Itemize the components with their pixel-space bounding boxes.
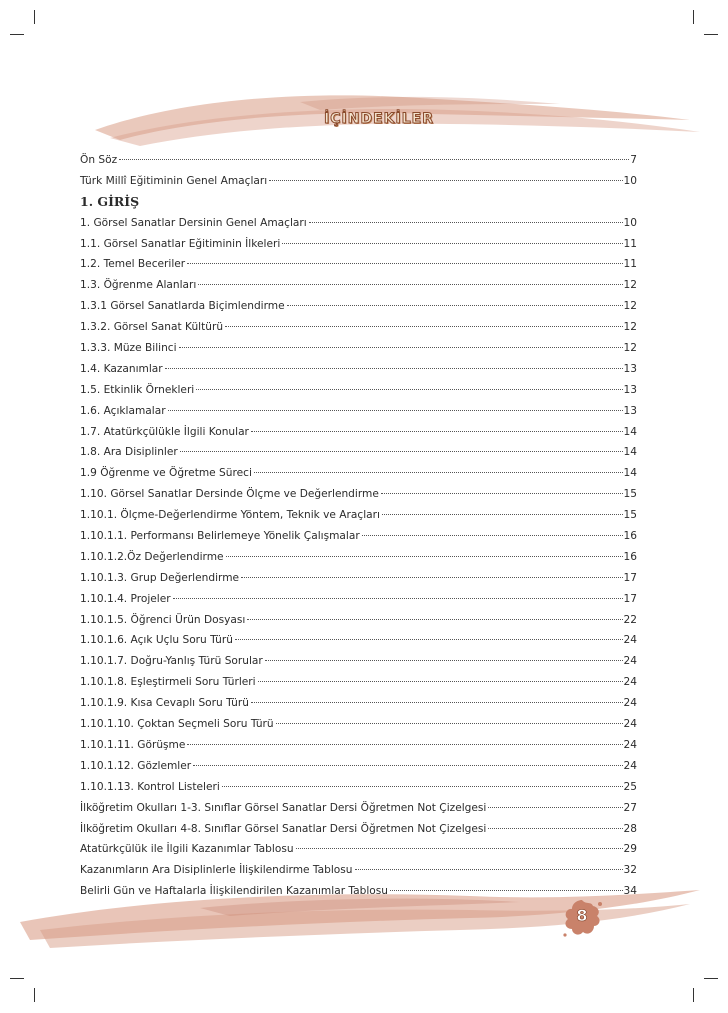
dot-leader: [222, 786, 623, 787]
toc-entry-page: 24: [623, 655, 637, 668]
dot-leader: [287, 305, 623, 306]
toc-entry-title: 1.10.1.5. Öğrenci Ürün Dosyası: [80, 613, 246, 626]
toc-entry-title: 1.10.1.11. Görüşme: [80, 738, 186, 751]
toc-entry-title: 1.3.2. Görsel Sanat Kültürü: [80, 321, 224, 334]
toc-entry-title: 1.9 Öğrenme ve Öğretme Süreci: [80, 467, 252, 480]
crop-mark: [693, 988, 694, 1002]
toc-entry-title: 1.10.1.13. Kontrol Listeleri: [80, 780, 220, 793]
dot-leader: [309, 222, 623, 223]
toc-entry-title: 1.10.1.10. Çoktan Seçmeli Soru Türü: [80, 718, 274, 731]
toc-entry-page: 24: [623, 738, 637, 751]
toc-entry: [80, 484, 637, 505]
dot-leader: [235, 639, 623, 640]
toc-entry-title: 1.3. Öğrenme Alanları: [80, 279, 197, 292]
toc-entry-title: 1.5. Etkinlik Örnekleri: [80, 383, 195, 396]
toc-entry: [80, 735, 637, 756]
toc-entry-page: 34: [623, 885, 637, 898]
toc-entry-title: Kazanımların Ara Disiplinlerle İlişkilendirme Tablosu: [80, 864, 353, 877]
dot-leader: [179, 347, 623, 348]
toc-entry: [80, 359, 637, 380]
toc-entry-page: 15: [623, 488, 637, 501]
title-text: İÇİNDEKİLER: [324, 111, 434, 127]
toc-entry: [80, 839, 637, 860]
toc-entry-title: İlköğretim Okulları 4-8. Sınıflar Görsel Sanatlar Dersi Öğretmen Not Çizelgesi: [80, 822, 487, 835]
toc-entry: [80, 401, 637, 422]
toc-entry-page: 10: [623, 174, 637, 187]
toc-entry-title: 1.8. Ara Disiplinler: [80, 446, 178, 459]
dot-leader: [198, 284, 622, 285]
page-number-badge: [560, 896, 604, 940]
toc-entry: [80, 777, 637, 798]
toc-entry-title: Türk Millî Eğitiminin Genel Amaçları: [80, 174, 268, 187]
toc-entry-page: 12: [623, 321, 637, 334]
toc-entry-title: Atatürkçülük ile İlgili Kazanımlar Tablosu: [80, 843, 294, 856]
dot-leader: [282, 243, 622, 244]
toc-entry: [80, 505, 637, 526]
dot-leader: [254, 472, 623, 473]
toc-entry-title: 1.2. Temel Beceriler: [80, 258, 186, 271]
dot-leader: [168, 410, 623, 411]
toc-pre-entries: [80, 150, 637, 192]
dot-leader: [381, 493, 623, 494]
toc-entry-page: 7: [630, 154, 637, 166]
toc-entry: [80, 213, 637, 234]
toc-entry: [80, 150, 637, 171]
toc-entry-title: 1.10.1.9. Kısa Cevaplı Soru Türü: [80, 697, 249, 710]
toc-entry-page: 14: [623, 425, 637, 438]
toc-entry-page: 17: [623, 592, 637, 605]
toc-entry-title: 1.10.1.4. Projeler: [80, 592, 171, 605]
toc-entry-page: 24: [623, 718, 637, 731]
toc-entry-title: Belirli Gün ve Haftalarla İlişkilendirilen Kazanımlar Tablosu: [80, 885, 389, 898]
toc-entry: [80, 275, 637, 296]
crop-mark: [10, 978, 24, 979]
toc-entry-title: 1.10.1. Ölçme-Değerlendirme Yöntem, Teknik ve Araçları: [80, 509, 380, 522]
toc-entry-title: 1.10.1.12. Gözlemler: [80, 759, 192, 772]
toc-entry-page: 15: [623, 509, 637, 522]
toc-entry-page: 12: [623, 300, 637, 313]
toc-entry-title: 1.10.1.8. Eşleştirmeli Soru Türleri: [80, 676, 256, 689]
crop-mark: [704, 978, 718, 979]
toc-entry-title: 1.10.1.6. Açık Uçlu Soru Türü: [80, 634, 233, 647]
toc-entry: [80, 651, 637, 672]
toc-entries: [80, 213, 637, 902]
dot-leader: [296, 848, 623, 849]
toc-entry: [80, 568, 637, 589]
dot-leader: [196, 389, 622, 390]
toc-entry-page: 24: [623, 759, 637, 772]
dot-leader: [265, 660, 623, 661]
toc-entry-title: Ön Söz: [80, 154, 118, 166]
dot-leader: [382, 514, 623, 515]
toc-entry-title: 1.10. Görsel Sanatlar Dersinde Ölçme ve Değerlendirme: [80, 488, 379, 501]
toc-entry-page: 10: [623, 216, 637, 229]
dot-leader: [362, 535, 623, 536]
toc-entry-title: 1.4. Kazanımlar: [80, 362, 163, 375]
toc-entry-page: 16: [623, 530, 637, 543]
toc-entry: [80, 610, 637, 631]
crop-mark: [693, 10, 694, 24]
toc-entry-title: 1.6. Açıklamalar: [80, 404, 166, 417]
dot-leader: [241, 577, 622, 578]
toc-entry: [80, 254, 637, 275]
toc-entry-page: 11: [623, 237, 637, 250]
dot-leader: [269, 180, 622, 181]
toc-entry-title: 1.7. Atatürkçülükle İlgili Konular: [80, 425, 249, 438]
toc-entry-page: 12: [623, 342, 637, 355]
dot-leader: [251, 431, 623, 432]
toc-entry: [80, 630, 637, 651]
crop-mark: [34, 10, 35, 24]
toc-entry: [80, 547, 637, 568]
bottom-brush-decoration: [0, 860, 728, 970]
dot-leader: [119, 159, 629, 160]
toc-entry-title: 1. Görsel Sanatlar Dersinin Genel Amaçları: [80, 216, 307, 229]
toc-entry-title: 1.10.1.7. Doğru-Yanlış Türü Sorular: [80, 655, 263, 668]
toc-entry-page: 13: [623, 362, 637, 375]
toc-entry-page: 25: [623, 780, 637, 793]
toc-entry: [80, 317, 637, 338]
toc-entry: [80, 380, 637, 401]
toc-entry-page: 13: [623, 404, 637, 417]
dot-leader: [247, 619, 622, 620]
toc-entry-page: 24: [623, 634, 637, 647]
dot-leader: [187, 263, 622, 264]
toc-entry: [80, 798, 637, 819]
toc-entry-page: 16: [623, 550, 637, 563]
toc-entry-page: 32: [623, 864, 637, 877]
toc-entry-page: 13: [623, 383, 637, 396]
toc-entry-title: 1.1. Görsel Sanatlar Eğitiminin İlkeleri: [80, 237, 281, 250]
toc-entry-page: 28: [623, 822, 637, 835]
toc-entry: [80, 693, 637, 714]
toc-entry: [80, 714, 637, 735]
toc-entry: [80, 756, 637, 777]
dot-leader: [226, 556, 623, 557]
toc-entry: [80, 171, 637, 192]
toc-entry: [80, 463, 637, 484]
toc-entry: [80, 442, 637, 463]
crop-mark: [10, 34, 24, 35]
dot-leader: [488, 828, 622, 829]
dot-leader: [193, 765, 622, 766]
toc-entry-page: 12: [623, 279, 637, 292]
toc-entry: [80, 338, 637, 359]
toc-entry: [80, 234, 637, 255]
dot-leader: [276, 723, 623, 724]
toc-entry: [80, 819, 637, 840]
crop-mark: [704, 34, 718, 35]
toc-entry: [80, 672, 637, 693]
toc-entry-title: 1.3.1 Görsel Sanatlarda Biçimlendirme: [80, 300, 285, 313]
toc-entry-page: 14: [623, 467, 637, 480]
page-title: [0, 108, 728, 127]
toc-entry: [80, 296, 637, 317]
dot-leader: [165, 368, 623, 369]
toc-entry-page: 24: [623, 676, 637, 689]
dot-leader: [180, 451, 623, 452]
toc-entry: [80, 422, 637, 443]
toc-entry-page: 17: [623, 571, 637, 584]
toc-entry-title: 1.3.3. Müze Bilinci: [80, 342, 177, 355]
section-heading: 1. GİRİŞ: [80, 193, 140, 209]
toc-entry-title: 1.10.1.3. Grup Değerlendirme: [80, 571, 240, 584]
toc-entry-page: 11: [623, 258, 637, 271]
toc-entry-page: 27: [623, 801, 637, 814]
toc-entry-title: 1.10.1.2.Öz Değerlendirme: [80, 550, 224, 563]
toc-entry: [80, 589, 637, 610]
toc-entry-page: 24: [623, 697, 637, 710]
toc-entry-page: 14: [623, 446, 637, 459]
toc-entry-page: 29: [623, 843, 637, 856]
dot-leader: [187, 744, 622, 745]
dot-leader: [251, 702, 623, 703]
dot-leader: [488, 807, 622, 808]
page-number: 8: [576, 906, 588, 925]
crop-mark: [34, 988, 35, 1002]
toc-entry: [80, 526, 637, 547]
toc-entry-title: İlköğretim Okulları 1-3. Sınıflar Görsel Sanatlar Dersi Öğretmen Not Çizelgesi: [80, 801, 487, 814]
dot-leader: [258, 681, 623, 682]
toc-entry-title: 1.10.1.1. Performansı Belirlemeye Yönelik Çalışmalar: [80, 530, 360, 543]
dot-leader: [173, 598, 623, 599]
dot-leader: [225, 326, 622, 327]
table-of-contents: [80, 150, 637, 902]
toc-entry-page: 22: [623, 613, 637, 626]
